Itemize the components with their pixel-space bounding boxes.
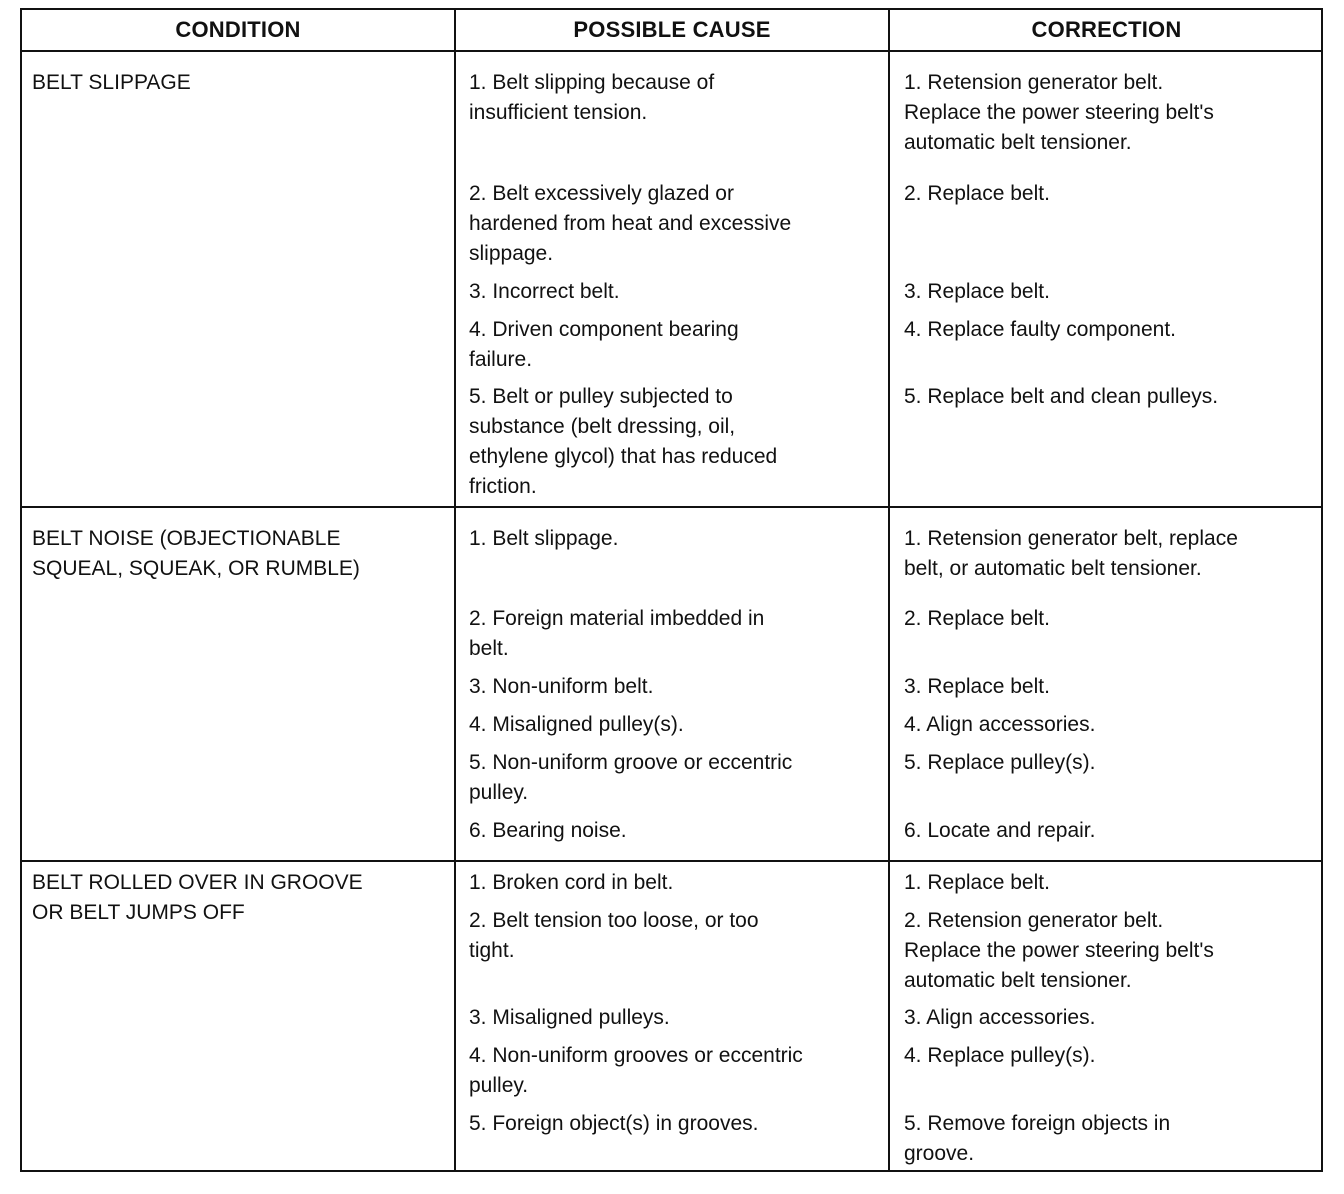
cause-item: 3. Non-uniform belt. [469, 675, 654, 698]
cause-item: 5. Foreign object(s) in grooves. [469, 1112, 759, 1135]
correction-item: 2. Replace belt. [904, 182, 1050, 205]
correction-item: 1. Retension generator belt. Replace the power steering belt's automatic belt tensioner. [904, 71, 1214, 154]
column-divider [454, 10, 456, 1170]
correction-item: 1. Replace belt. [904, 871, 1050, 894]
correction-item: 3. Replace belt. [904, 280, 1050, 303]
diagnosis-table [20, 8, 1323, 1172]
cause-item: 1. Belt slippage. [469, 527, 619, 550]
cause-item: 1. Belt slipping because of insufficient tension. [469, 71, 715, 124]
cause-item: 2. Foreign material imbedded in belt. [469, 607, 765, 660]
correction-item: 3. Align accessories. [904, 1006, 1096, 1029]
table-header [22, 10, 1321, 52]
cause-item: 4. Misaligned pulley(s). [469, 713, 684, 736]
correction-item: 2. Replace belt. [904, 607, 1050, 630]
section-divider [22, 506, 1321, 508]
cause-item: 5. Belt or pulley subjected to substance (belt dressing, oil, ethylene glycol) that has reduced friction. [469, 385, 778, 498]
condition-belt-slippage: BELT SLIPPAGE [32, 71, 191, 94]
correction-item: 2. Retension generator belt. Replace the power steering belt's automatic belt tensioner. [904, 909, 1214, 992]
correction-item: 4. Replace pulley(s). [904, 1044, 1096, 1067]
correction-item: 4. Align accessories. [904, 713, 1096, 736]
cause-item: 3. Misaligned pulleys. [469, 1006, 670, 1029]
correction-item: 3. Replace belt. [904, 675, 1050, 698]
cause-item: 2. Belt tension too loose, or too tight. [469, 909, 759, 962]
correction-item: 6. Locate and repair. [904, 819, 1096, 842]
correction-item: 5. Remove foreign objects in groove. [904, 1112, 1171, 1165]
cause-item: 3. Incorrect belt. [469, 280, 620, 303]
correction-item: 5. Replace belt and clean pulleys. [904, 385, 1219, 408]
header-possible-cause: POSSIBLE CAUSE [573, 17, 771, 42]
section-divider [22, 860, 1321, 862]
correction-item: 4. Replace faulty component. [904, 318, 1176, 341]
cause-item: 4. Non-uniform grooves or eccentric pulley. [469, 1044, 803, 1097]
cause-item: 5. Non-uniform groove or eccentric pulley. [469, 751, 793, 804]
cause-item: 1. Broken cord in belt. [469, 871, 674, 894]
header-condition: CONDITION [175, 17, 301, 42]
condition-belt-rolled-over: BELT ROLLED OVER IN GROOVE OR BELT JUMPS OFF [32, 871, 363, 924]
column-divider [888, 10, 890, 1170]
cause-item: 6. Bearing noise. [469, 819, 627, 842]
condition-belt-noise: BELT NOISE (OBJECTIONABLE SQUEAL, SQUEAK, OR RUMBLE) [32, 527, 360, 580]
cause-item: 2. Belt excessively glazed or hardened from heat and excessive slippage. [469, 182, 792, 265]
header-correction: CORRECTION [1031, 17, 1182, 42]
correction-item: 5. Replace pulley(s). [904, 751, 1096, 774]
correction-item: 1. Retension generator belt, replace belt, or automatic belt tensioner. [904, 527, 1238, 580]
cause-item: 4. Driven component bearing failure. [469, 318, 739, 371]
